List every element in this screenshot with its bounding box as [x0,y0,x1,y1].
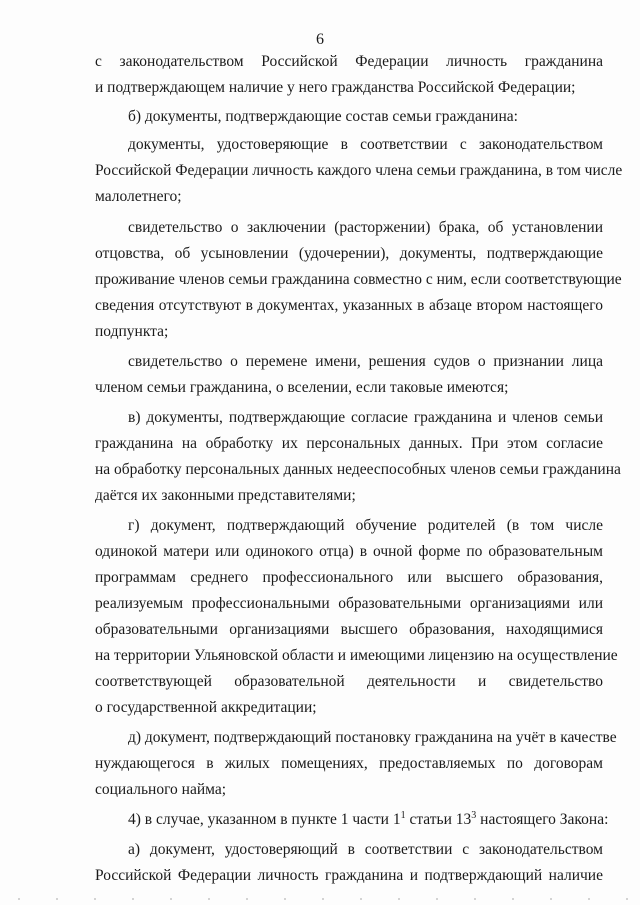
text-line: реализуемым профессиональными образовательными организациями или [95,595,603,612]
text-line: о государственной аккредитации; [95,699,317,716]
text-line: с законодательством Российской Федерации личность гражданина [95,53,603,70]
text-line: одинокой матери или одинокого отца) в очной форме по образовательным [95,543,603,560]
text-line: б) документы, подтверждающие состав семьи гражданина: [128,108,518,125]
text-line: свидетельство о перемене имени, решения судов о признании лица [128,353,603,370]
text-line: даётся их законными представителями; [95,487,356,504]
text-line: соответствующей образовательной деятельности и свидетельство [95,673,603,690]
text-line: и подтверждающем наличие у него гражданства Российской Федерации; [95,79,576,96]
text-fragment: настоящего Закона: [476,811,609,828]
text-line: на обработку персональных данных недееспособных членов семьи гражданина [95,461,621,478]
text-line: членом семьи гражданина, о вселении, если таковые имеются; [95,379,509,396]
page-number: 6 [316,31,324,48]
text-line: д) документ, подтверждающий постановку гражданина на учёт в качестве [128,729,617,746]
scan-artifact-dots [0,897,640,901]
text-line: в) документы, подтверждающие согласие гражданина и членов семьи [128,409,603,426]
text-line: а) документ, удостоверяющий в соответствии с законодательством [128,841,603,858]
text-line: нуждающегося в жилых помещениях, предоставляемых по договорам [95,755,603,772]
text-line-with-superscripts [128,809,609,830]
text-line: гражданина на обработку их персональных данных. При этом согласие [95,435,603,452]
superscript: 3 [471,809,477,821]
text-line: Российской Федерации личность каждого члена семьи гражданина, в том числе [95,162,623,179]
text-line: проживание членов семьи гражданина совместно с ним, если соответствующие [95,271,622,288]
text-line: отцовства, об усыновлении (удочерении), документы, подтверждающие [95,245,603,262]
text-fragment: 4) в случае, указанном в пункте 1 части 1 [128,811,401,828]
text-line: подпункта; [95,323,169,340]
text-line: свидетельство о заключении (расторжении) брака, об установлении [128,219,603,236]
text-line: сведения отсутствуют в документах, указанных в абзаце втором настоящего [95,297,603,314]
text-line: документы, удостоверяющие в соответствии с законодательством [128,136,603,153]
text-fragment: статьи 13 [405,811,472,828]
text-line: образовательными организациями высшего образования, находящимися [95,621,603,638]
text-line: программам среднего профессионального или высшего образования, [95,569,603,586]
text-line: социального найма; [95,781,227,798]
superscript: 1 [400,809,406,821]
text-line: Российской Федерации личность гражданина и подтверждающий наличие [95,867,603,884]
text-line: на территории Ульяновской области и имеющими лицензию на осуществление [95,647,618,664]
text-line: малолетнего; [95,188,182,205]
text-line: г) документ, подтверждающий обучение родителей (в том числе [128,517,603,534]
